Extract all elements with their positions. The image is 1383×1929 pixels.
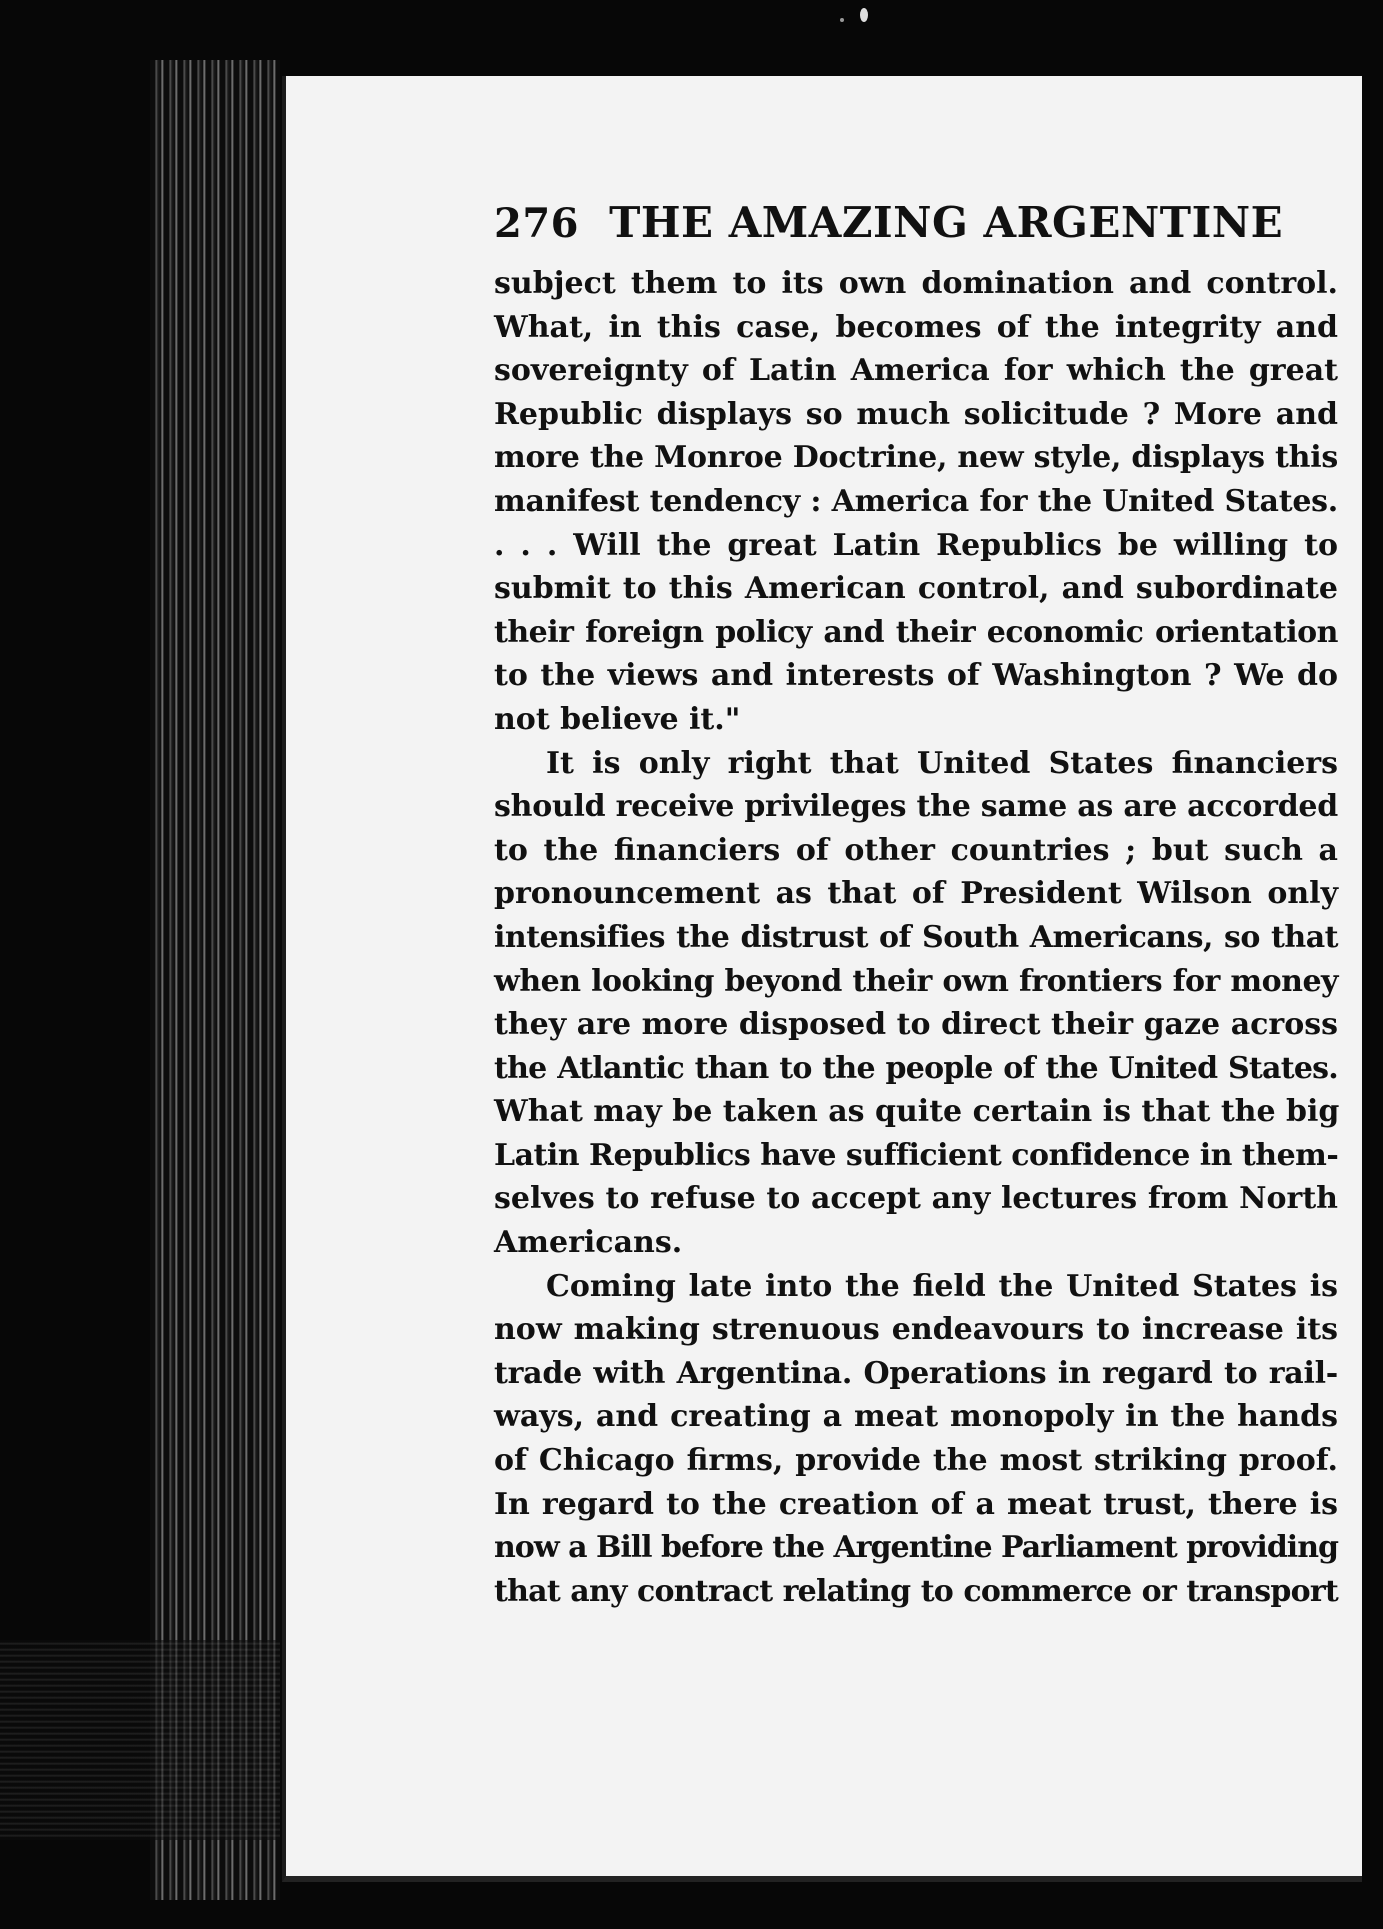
- text-line: when looking beyond their own frontiers for money: [494, 963, 1338, 999]
- scan-speck: [840, 18, 844, 22]
- text-line: submit to this American control, and subordinate: [494, 571, 1338, 607]
- text-line: What, in this case, becomes of the integrity and: [494, 309, 1338, 345]
- text-line: to the views and interests of Washington ? We do: [494, 658, 1338, 694]
- text-line: . . . Will the great Latin Republics be willing to: [494, 527, 1338, 563]
- text-line: Americans.: [494, 1225, 683, 1261]
- text-line: pronouncement as that of President Wilson only: [494, 876, 1338, 912]
- text-line: subject them to its own domination and control.: [494, 266, 1338, 301]
- text-line: Coming late into the field the United States is: [546, 1268, 1338, 1304]
- page-number: 276: [494, 200, 579, 247]
- text-line: that any contract relating to commerce or transport: [494, 1573, 1338, 1609]
- text-line: more the Monroe Doctrine, new style, displays this: [494, 440, 1338, 476]
- body-text: [494, 262, 1338, 1613]
- book-page: [282, 76, 1362, 1882]
- text-line: of Chicago firms, provide the most striking proof.: [494, 1443, 1338, 1479]
- text-line: should receive privileges the same as are accorded: [494, 789, 1338, 825]
- text-line: now making strenuous endeavours to increase its: [494, 1312, 1338, 1348]
- text-line: Latin Republics have sufficient confidence in them-: [494, 1137, 1339, 1173]
- text-line: selves to refuse to accept any lectures from North: [494, 1181, 1338, 1217]
- book-page-edges-lower: [0, 1640, 280, 1840]
- text-line: now a Bill before the Argentine Parliament providing: [494, 1530, 1338, 1566]
- text-line: trade with Argentina. Operations in regard to rail-: [494, 1355, 1338, 1391]
- text-line: they are more disposed to direct their gaze across: [494, 1007, 1338, 1043]
- text-line: ways, and creating a meat monopoly in the hands: [494, 1399, 1338, 1435]
- text-line: sovereignty of Latin America for which the great: [494, 353, 1338, 389]
- text-line: In regard to the creation of a meat trust, there is: [494, 1486, 1338, 1522]
- text-line: to the financiers of other countries ; but such a: [494, 832, 1338, 868]
- text-line: What may be taken as quite certain is that the big: [494, 1094, 1340, 1130]
- text-line: It is only right that United States financiers: [546, 745, 1338, 781]
- text-line: manifest tendency : America for the United States.: [494, 483, 1338, 519]
- running-head: THE AMAZING ARGENTINE: [609, 198, 1284, 247]
- text-line: the Atlantic than to the people of the United States.: [494, 1050, 1338, 1086]
- text-line: not believe it.": [494, 701, 741, 737]
- text-line: their foreign policy and their economic orientation: [494, 614, 1338, 650]
- book-page-edges: [150, 60, 280, 1900]
- scan-speck: [860, 8, 868, 22]
- text-line: Republic displays so much solicitude ? More and: [494, 396, 1338, 432]
- text-line: intensifies the distrust of South Americans, so that: [494, 919, 1338, 955]
- page-header: [494, 198, 1344, 247]
